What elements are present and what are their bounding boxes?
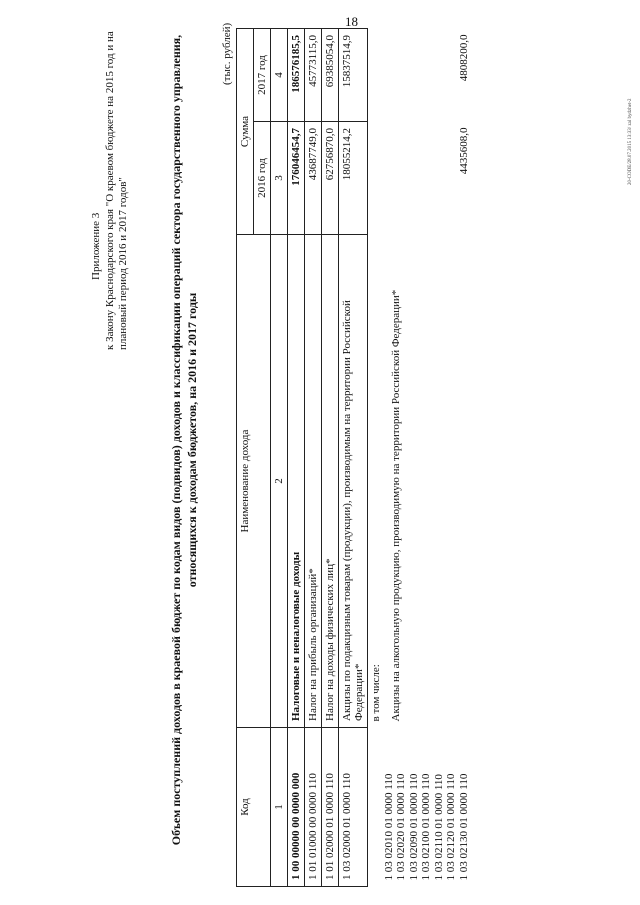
row-2017: 15837514,9 [339, 29, 368, 122]
appendix-reference: к Закону Краснодарского края "О краевом бюджете на 2015 год и на плановый период 2016 и 2017 годов" [103, 31, 129, 350]
row-2017: 186576185,5 [288, 29, 305, 122]
row-code: 1 00 00000 00 0000 000 [288, 728, 305, 887]
row-name: Налог на прибыль организаций* [305, 235, 322, 728]
row-2016: 18055214,2 [339, 122, 368, 235]
table-row [368, 29, 473, 887]
header-2017: 2017 год [254, 29, 271, 122]
row-code: 1 01 02000 01 0000 110 [322, 728, 339, 887]
sub-code: 1 03 02120 01 0000 110 [445, 773, 457, 881]
sub-code: 1 03 02130 01 0000 110 [457, 773, 470, 881]
appendix-block [90, 20, 131, 350]
header-sum: Сумма [237, 29, 254, 235]
header-2016: 2016 год [254, 122, 271, 235]
col-num-3: 3 [271, 122, 288, 235]
sub-code: 1 03 02100 01 0000 110 [420, 773, 432, 881]
header-code: Код [237, 728, 271, 887]
sub-code: 1 03 02110 01 0000 110 [432, 774, 445, 881]
row-code: 1 03 02000 01 0000 110 [339, 728, 368, 887]
row-2016: 62756870,0 [322, 122, 339, 235]
in-that-number-label: в том числе: [370, 664, 382, 722]
table-row [305, 29, 322, 887]
revenue-table [236, 28, 472, 887]
sub-code: 1 03 02010 01 0000 110 [382, 773, 395, 881]
sub-row-name: Акцизы на алкогольную продукцию, производимую на территории Российской Федерации* [390, 289, 402, 722]
sub-code: 1 03 02020 01 0000 110 [395, 773, 407, 881]
table-row [339, 29, 368, 887]
row-name: Налоговые и неналоговые доходы [288, 235, 305, 728]
row-name: Акцизы по подакцизным товарам (продукции), производимым на территории Российской Федерации* [339, 235, 368, 728]
row-2016: 43687749,0 [305, 122, 322, 235]
col-num-1: 1 [271, 728, 288, 887]
document-title: Объем поступлений доходов в краевой бюджет по кодам видов (подвидов) доходов и классификации операций сектора государственного управления, относящихся к доходам бюджетов, на 2016 и 2017 годы [169, 34, 199, 846]
sub-code: 1 03 02090 01 0000 110 [407, 773, 420, 881]
appendix-title: Приложение 3 [90, 212, 102, 280]
header-name: Наименование дохода [237, 235, 271, 728]
row-name: Налог на доходы физических лиц* [322, 235, 339, 728]
row-2016: 176046454,7 [288, 122, 305, 235]
col-num-2: 2 [271, 235, 288, 728]
page-number: 18 [345, 14, 358, 29]
sub-row-2016: 4435608,0 [458, 127, 470, 175]
table-row [288, 29, 305, 887]
row-2017: 45773115,0 [305, 29, 322, 122]
col-num-4: 4 [271, 29, 288, 122]
units-label: (тыс. рублей) [221, 22, 233, 85]
row-code: 1 01 01000 00 0000 110 [305, 728, 322, 887]
sub-code-list [368, 728, 473, 887]
footer-stamp: 20-CODE/28.07.2015 13:33/ zal bydzhet-2 [628, 98, 633, 185]
table-row [322, 29, 339, 887]
row-2017: 69385054,0 [322, 29, 339, 122]
sub-row-2017: 4808200,0 [458, 34, 470, 82]
sub-row-name-cell [368, 235, 473, 728]
